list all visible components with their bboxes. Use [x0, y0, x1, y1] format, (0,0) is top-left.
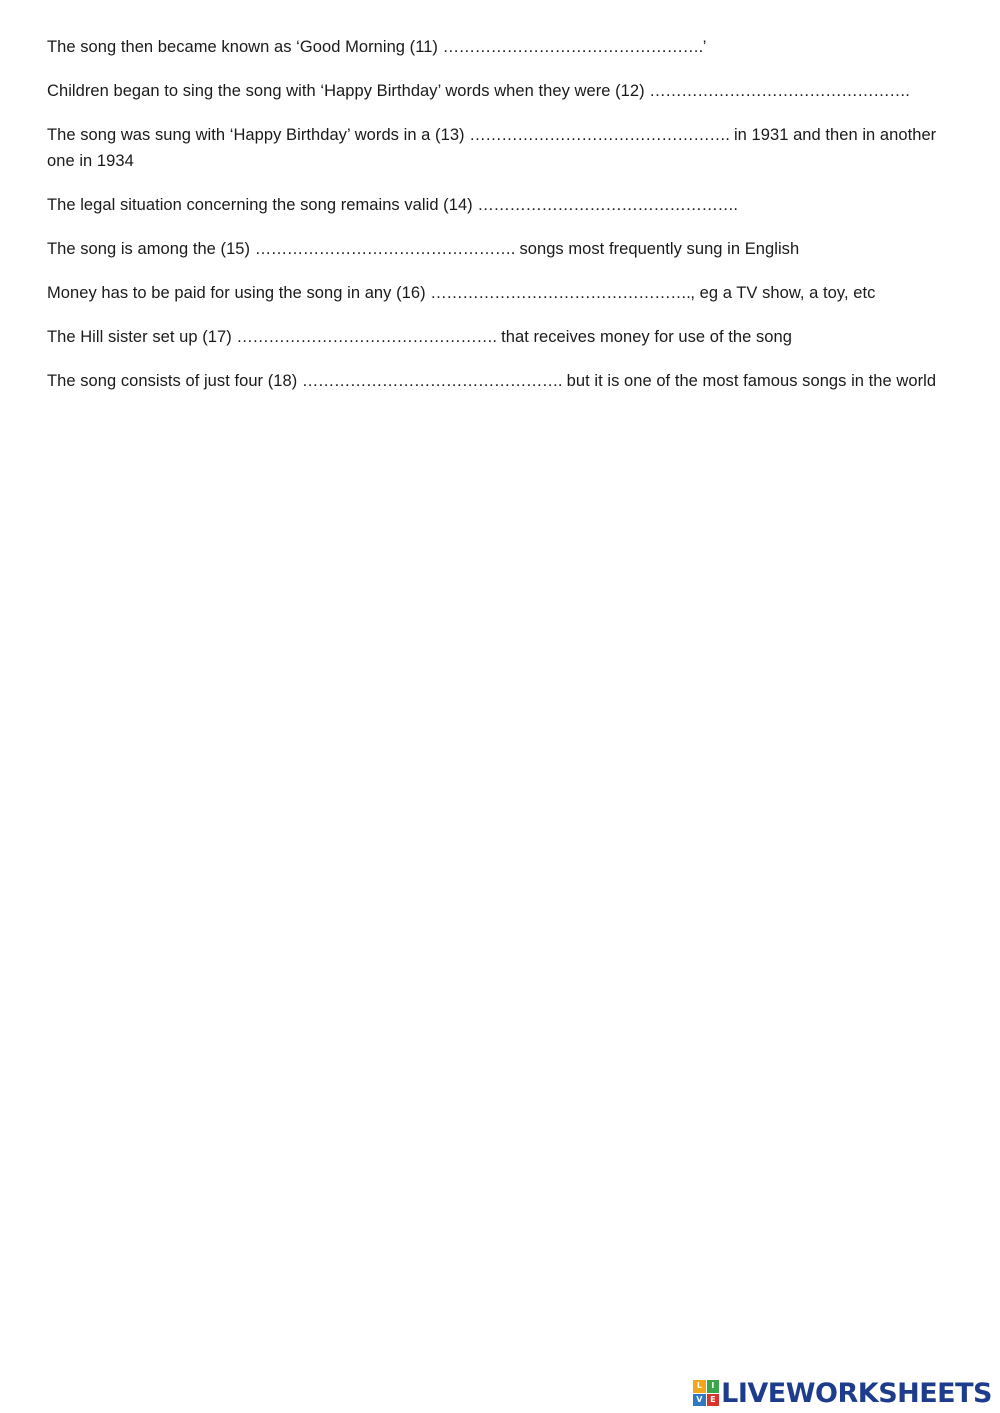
logo-letter-e: E — [707, 1394, 720, 1407]
question-line-11 — [47, 34, 962, 60]
question-line-14 — [47, 192, 962, 218]
answer-blank-12[interactable]: …………………………………………. — [649, 82, 910, 100]
answer-blank-16[interactable]: …………………………………………. — [430, 284, 691, 302]
question-line-16 — [47, 280, 962, 306]
question-line-13 — [47, 122, 962, 174]
answer-blank-15[interactable]: …………………………………………. — [254, 240, 515, 258]
liveworksheets-brand — [693, 1379, 992, 1407]
answer-blank-17[interactable]: …………………………………………. — [236, 328, 497, 346]
logo-letter-l: L — [693, 1380, 706, 1393]
logo-letter-v: V — [693, 1394, 706, 1407]
question-line-12 — [47, 78, 962, 104]
question-text: The Hill sister set up (17) — [47, 328, 237, 346]
question-text: songs most frequently sung in English — [514, 240, 800, 258]
question-text: ’ — [702, 38, 707, 56]
question-text: The song is among the (15) — [47, 240, 255, 258]
question-text: but it is one of the most famous songs in the world — [562, 372, 937, 390]
liveworksheets-logo-icon — [693, 1380, 719, 1406]
logo-letter-i: I — [707, 1380, 720, 1393]
question-line-17 — [47, 324, 962, 350]
question-line-18 — [47, 368, 962, 394]
question-text: The song then became known as ‘Good Morning (11) — [47, 38, 443, 56]
question-text: The song was sung with ‘Happy Birthday’ words in a (13) — [47, 126, 470, 144]
question-text: The song consists of just four (18) — [47, 372, 302, 390]
question-text: The legal situation concerning the song remains valid (14) — [47, 196, 478, 214]
answer-blank-18[interactable]: …………………………………………. — [301, 372, 563, 390]
answer-blank-13[interactable]: …………………………………………. — [469, 126, 730, 144]
question-text: Children began to sing the song with ‘Happy Birthday’ words when they were (12) — [47, 82, 650, 100]
question-line-15 — [47, 236, 962, 262]
answer-blank-11[interactable]: …………………………………………. — [442, 38, 703, 56]
worksheet-body — [47, 34, 962, 412]
question-text: in 1931 and then in another one in 1934 — [47, 126, 937, 170]
question-text: , eg a TV show, a toy, etc — [690, 284, 876, 302]
question-text: that receives money for use of the song — [496, 328, 792, 346]
answer-blank-14[interactable]: …………………………………………. — [477, 196, 738, 214]
liveworksheets-wordmark: LIVEWORKSHEETS — [721, 1377, 992, 1409]
question-text: Money has to be paid for using the song in any (16) — [47, 284, 431, 302]
